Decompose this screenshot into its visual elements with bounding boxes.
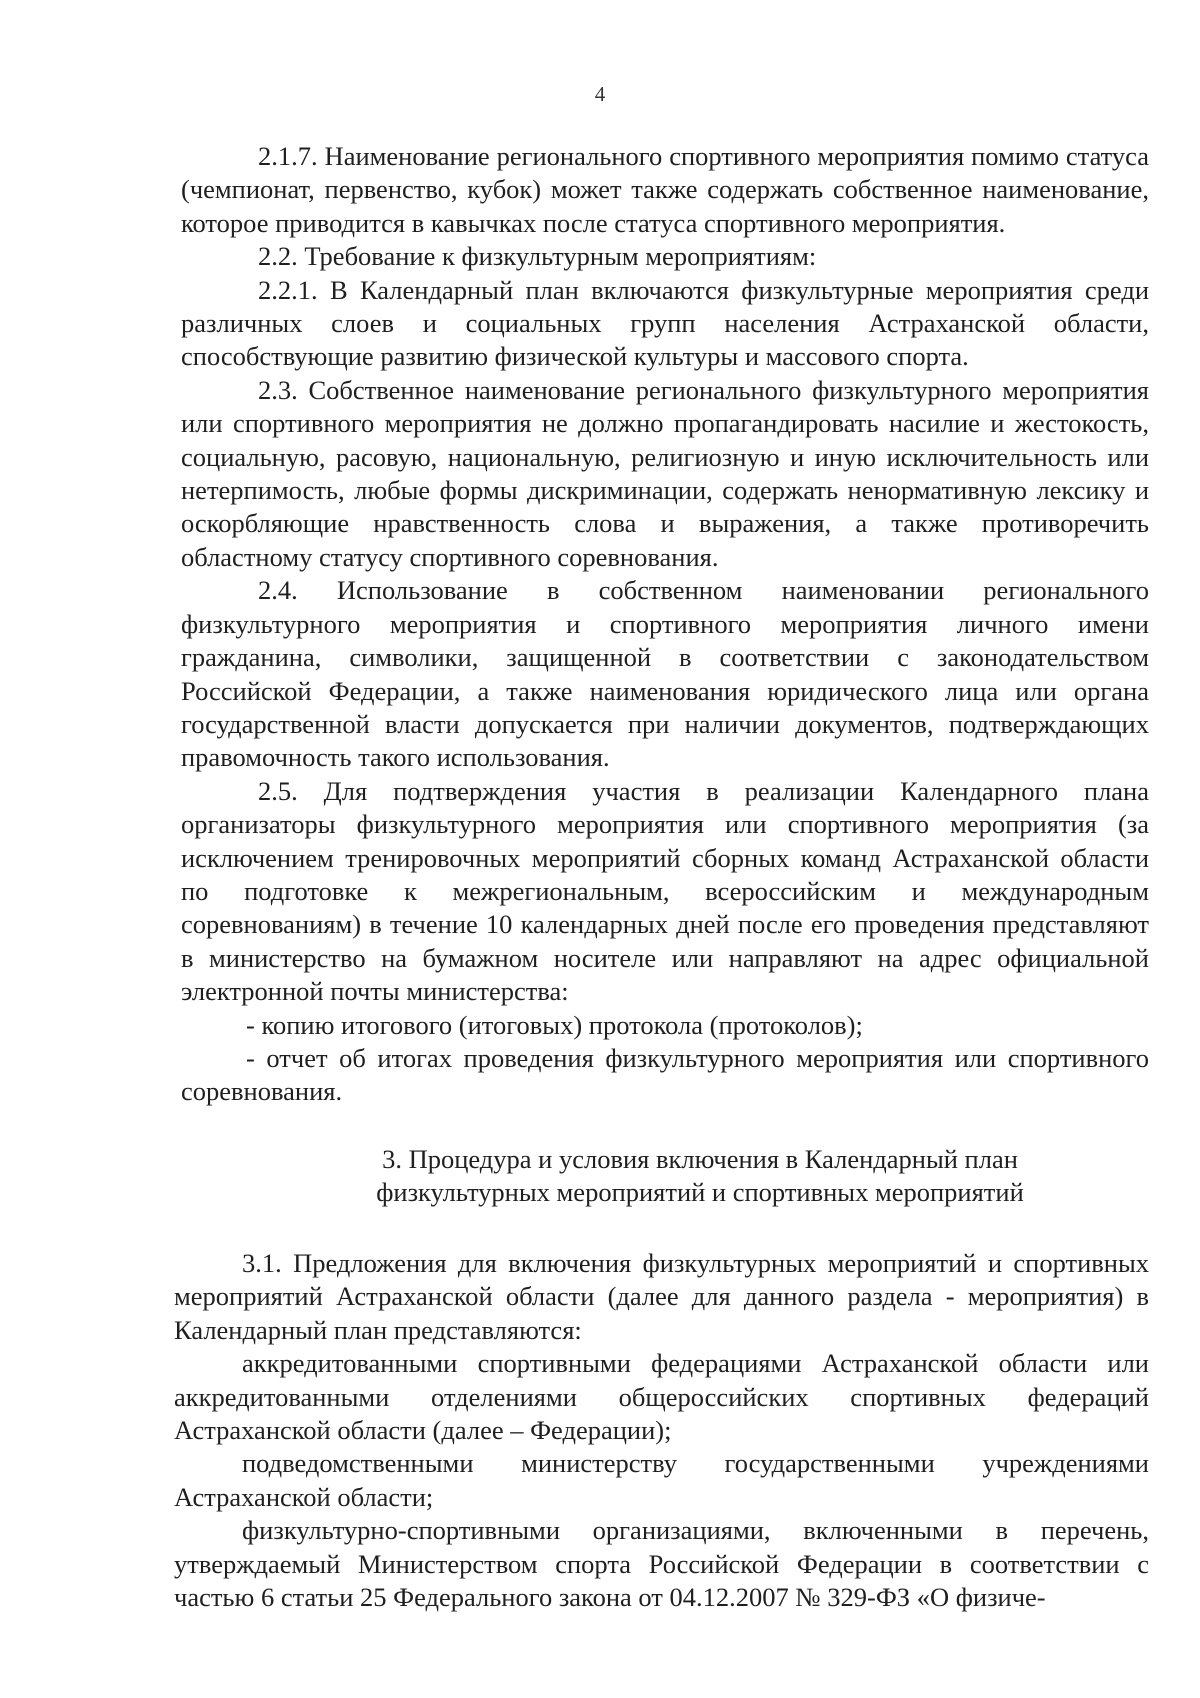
list-item-state-institutions: подведомственными министерству государственными учреждениями Астраханской области; <box>174 1448 1149 1512</box>
section-2-text <box>181 140 1149 1109</box>
paragraph-2-2-1: 2.2.1. В Календарный план включаются физкультурные мероприятия среди различных слоев и социальных групп населения Астраханской области, способствующие развитию физической культуры и массового спорта. <box>181 274 1149 372</box>
paragraph-2-2: 2.2. Требование к физкультурным мероприятиям: <box>258 241 817 272</box>
section-3-text <box>174 1247 1149 1614</box>
section-3-heading <box>300 1143 1100 1210</box>
list-item-sports-organizations: физкультурно-спортивными организациями, включенными в перечень, утверждаемый Министерством спорта Российской Федерации в соответствии с частью 6 статьи 25 Федерального закона от 04.12.2007 № 329-ФЗ «О физиче- <box>174 1515 1149 1613</box>
section-3-heading-line-2: физкультурных мероприятий и спортивных мероприятий <box>376 1177 1024 1208</box>
section-3-heading-line-1: 3. Процедура и условия включения в Календарный план <box>382 1144 1018 1174</box>
page-number: 4 <box>594 82 606 106</box>
paragraph-2-3: 2.3. Собственное наименование регионального физкультурного мероприятия или спортивного мероприятия не должно пропагандировать насилие и жестокость, социальную, расовую, национальную, религиозную и иную исключительность или нетерпимость, любые формы дискриминации, содержать ненормативную лексику и оскорбляющие нравственность слова и выражения, а также противоречить областному статусу спортивного соревнования. <box>181 374 1149 572</box>
paragraph-2-4: 2.4. Использование в собственном наименовании регионального физкультурного мероприятия и спортивного мероприятия личного имени гражданина, символики, защищенной в соответствии с законодательством Российской Федерации, а также наименования юридического лица или органа государственной власти допускается при наличии документов, подтверждающих правомочность такого использования. <box>181 575 1149 773</box>
paragraph-3-1: 3.1. Предложения для включения физкультурных мероприятий и спортивных мероприятий Астраханской области (далее для данного раздела - мероприятия) в Календарный план представляются: <box>174 1248 1149 1345</box>
list-item-protocol-copy: - копию итогового (итоговых) протокола (протоколов); <box>246 1009 863 1040</box>
paragraph-2-1-7: 2.1.7. Наименование регионального спортивного мероприятия помимо статуса (чемпионат, первенство, кубок) может также содержать собственное наименование, которое приводится в кавычках после статуса спортивного мероприятия. <box>181 141 1149 238</box>
list-item-federations: аккредитованными спортивными федерациями Астраханской области или аккредитованными отделениями общероссийских спортивных федераций Астраханской области (далее – Федерации); <box>174 1348 1149 1446</box>
paragraph-2-5: 2.5. Для подтверждения участия в реализации Календарного плана организаторы физкультурного мероприятия или спортивного мероприятия (за исключением тренировочных мероприятий сборных команд Астраханской области по подготовке к межрегиональным, всероссийским и международным соревнованиям) в течение 10 календарных дней после его проведения представляют в министерство на бумажном носителе или направляют на адрес официальной электронной почты министерства: <box>181 775 1149 1007</box>
list-item-results-report: - отчет об итогах проведения физкультурного мероприятия или спортивного соревнования. <box>181 1042 1149 1107</box>
